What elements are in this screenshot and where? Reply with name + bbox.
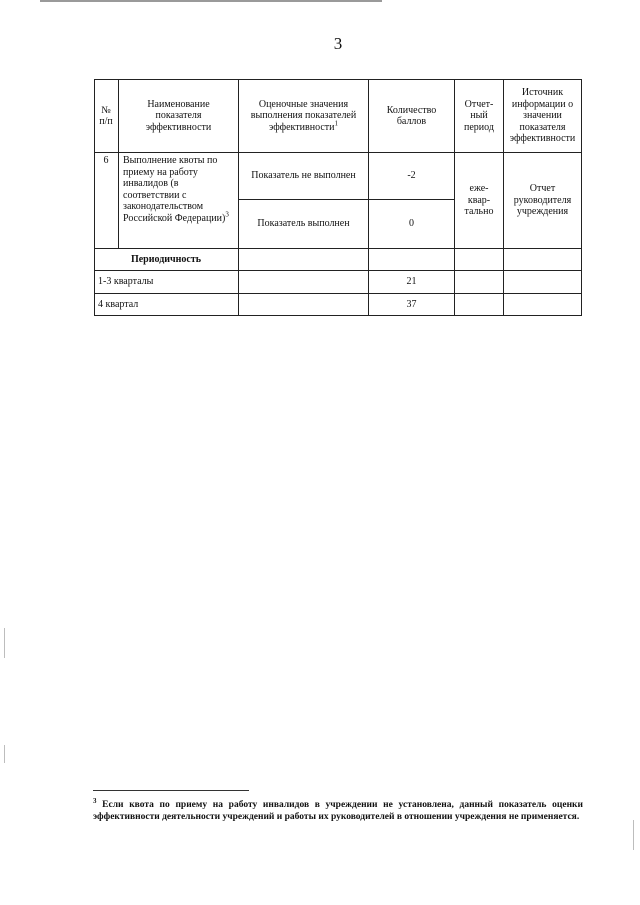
scan-mark-left <box>4 745 5 763</box>
header-values <box>239 80 368 152</box>
footnote-marker: 3 <box>93 796 97 805</box>
row-name-text: Выполнение квоты по приему на работу инвалидов (в соответствии с законодательством Российской Федерации) <box>123 155 226 224</box>
header-period: Отчет- ный период <box>464 98 494 133</box>
table-border-bottom <box>94 315 582 316</box>
table-border-right <box>581 79 582 316</box>
row-num: 6 <box>103 155 109 166</box>
scan-mark-right <box>633 820 634 850</box>
periodicity-row-points: 21 <box>406 276 417 288</box>
criterion-not-met: Показатель не выполнен <box>251 170 356 182</box>
criterion-met: Показатель выполнен <box>257 218 350 230</box>
periodicity-row-label: 1-3 кварталы <box>98 276 154 288</box>
scan-top-rule <box>40 0 382 2</box>
scan-mark-left <box>4 628 5 658</box>
footnote-separator <box>93 790 249 791</box>
footnote-ref-1: 1 <box>334 119 338 128</box>
header-source: Источник информации о значении показателя эффективности <box>509 87 576 145</box>
header-points: Количество баллов <box>386 104 437 127</box>
footnote-ref-3: 3 <box>225 210 229 219</box>
periodicity-row-label: 4 квартал <box>98 298 139 310</box>
periodicity-row-points: 37 <box>406 298 417 310</box>
periodicity-heading: Периодичность <box>130 253 202 265</box>
header-num: № п/п <box>99 104 113 127</box>
header-values-text: Оценочные значения выполнения показателей эффективности <box>250 98 357 133</box>
row-period: еже- квар- тально <box>464 183 494 218</box>
page-number: 3 <box>333 34 343 53</box>
row-name <box>119 153 238 248</box>
points-not-met: -2 <box>407 170 416 182</box>
header-name: Наименование показателя эффективности <box>145 98 212 133</box>
efficiency-table <box>94 79 582 316</box>
points-met: 0 <box>409 218 414 230</box>
footnote-text: Если квота по приему на работу инвалидов в учреждении не установлена, данный показатель оценки эффективности деятельности учреждений и работы их руководителей в отношении учреждения не применяется. <box>93 800 583 822</box>
row-source: Отчет руководителя учреждения <box>513 183 572 218</box>
footnote <box>93 796 583 823</box>
